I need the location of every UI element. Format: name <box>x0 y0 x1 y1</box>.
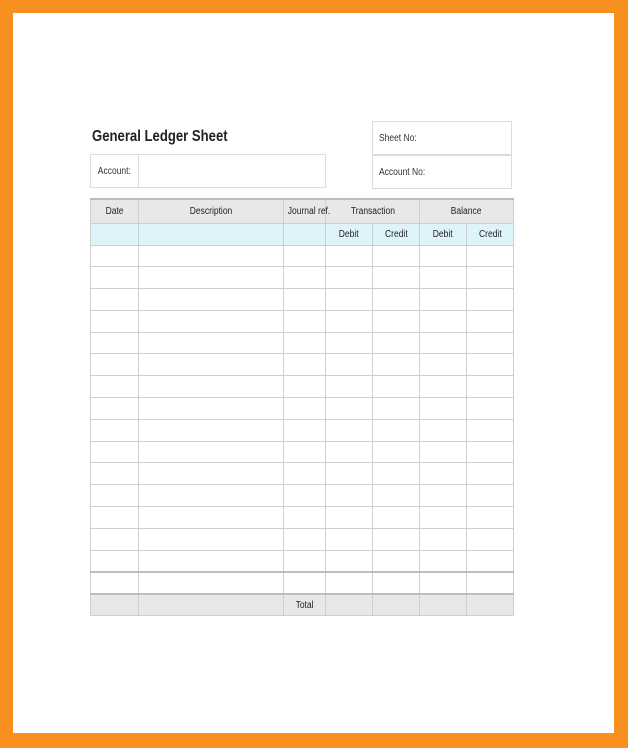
description-cell[interactable] <box>139 245 284 267</box>
total-date-cell <box>91 594 139 616</box>
journal-ref-cell[interactable] <box>284 289 326 311</box>
transaction-credit-cell[interactable] <box>373 376 420 398</box>
total-transaction-debit[interactable] <box>326 594 373 616</box>
transaction-credit-cell[interactable] <box>373 550 420 572</box>
col-date: Date <box>91 199 139 223</box>
description-cell[interactable] <box>139 332 284 354</box>
transaction-debit-cell[interactable] <box>326 289 373 311</box>
table-row <box>91 398 514 420</box>
balance-debit-cell[interactable] <box>420 332 467 354</box>
description-cell[interactable] <box>139 419 284 441</box>
journal-ref-cell[interactable] <box>284 463 326 485</box>
balance-debit-cell[interactable] <box>420 376 467 398</box>
table-row <box>91 550 514 572</box>
description-cell[interactable] <box>139 441 284 463</box>
journal-ref-cell[interactable] <box>284 419 326 441</box>
subcol-balance-credit: Credit <box>467 223 514 245</box>
balance-debit-cell[interactable] <box>420 485 467 507</box>
transaction-credit-cell[interactable] <box>373 332 420 354</box>
description-cell[interactable] <box>139 398 284 420</box>
balance-debit-cell[interactable] <box>420 245 467 267</box>
date-cell[interactable] <box>91 267 139 289</box>
transaction-credit-cell[interactable] <box>373 419 420 441</box>
balance-debit-cell[interactable] <box>420 528 467 550</box>
transaction-credit-cell[interactable] <box>373 507 420 529</box>
subheader-row <box>91 223 514 245</box>
balance-credit-cell[interactable] <box>467 419 514 441</box>
col-journal-ref: Journal ref. <box>284 199 326 223</box>
transaction-credit-cell[interactable] <box>373 310 420 332</box>
description-cell[interactable] <box>139 550 284 572</box>
description-cell[interactable] <box>139 289 284 311</box>
journal-ref-cell[interactable] <box>284 376 326 398</box>
transaction-debit-cell[interactable] <box>326 572 373 594</box>
date-cell[interactable] <box>91 572 139 594</box>
account-no-label: Account No: <box>378 166 426 178</box>
transaction-credit-cell[interactable] <box>373 398 420 420</box>
date-cell[interactable] <box>91 463 139 485</box>
subcol-description-blank <box>139 223 284 245</box>
balance-credit-cell[interactable] <box>467 245 514 267</box>
subcol-date-blank <box>91 223 139 245</box>
date-cell[interactable] <box>91 485 139 507</box>
balance-credit-cell[interactable] <box>467 376 514 398</box>
description-cell[interactable] <box>139 485 284 507</box>
description-cell[interactable] <box>139 463 284 485</box>
total-description-cell <box>139 594 284 616</box>
total-label: Total <box>284 594 326 616</box>
table-row <box>91 463 514 485</box>
col-balance: Balance <box>420 199 514 223</box>
date-cell[interactable] <box>91 550 139 572</box>
description-cell[interactable] <box>139 267 284 289</box>
table-row <box>91 507 514 529</box>
journal-ref-cell[interactable] <box>284 507 326 529</box>
description-cell[interactable] <box>139 354 284 376</box>
transaction-credit-cell[interactable] <box>373 485 420 507</box>
date-cell[interactable] <box>91 245 139 267</box>
transaction-debit-cell[interactable] <box>326 419 373 441</box>
balance-credit-cell[interactable] <box>467 398 514 420</box>
sheet-no-label: Sheet No: <box>378 132 417 144</box>
transaction-debit-cell[interactable] <box>326 310 373 332</box>
subcol-balance-debit: Debit <box>420 223 467 245</box>
balance-credit-cell[interactable] <box>467 267 514 289</box>
transaction-credit-cell[interactable] <box>373 354 420 376</box>
table-row <box>91 419 514 441</box>
balance-debit-cell[interactable] <box>420 289 467 311</box>
transaction-debit-cell[interactable] <box>326 245 373 267</box>
header-row <box>91 199 514 223</box>
transaction-credit-cell[interactable] <box>373 528 420 550</box>
date-cell[interactable] <box>91 419 139 441</box>
balance-credit-cell[interactable] <box>467 572 514 594</box>
journal-ref-cell[interactable] <box>284 354 326 376</box>
transaction-debit-cell[interactable] <box>326 398 373 420</box>
balance-credit-cell[interactable] <box>467 528 514 550</box>
account-field[interactable] <box>90 154 326 188</box>
total-balance-debit[interactable] <box>420 594 467 616</box>
balance-credit-cell[interactable] <box>467 332 514 354</box>
col-transaction: Transaction <box>326 199 420 223</box>
balance-credit-cell[interactable] <box>467 354 514 376</box>
balance-debit-cell[interactable] <box>420 419 467 441</box>
description-cell[interactable] <box>139 310 284 332</box>
col-description: Description <box>139 199 284 223</box>
table-row <box>91 376 514 398</box>
journal-ref-cell[interactable] <box>284 528 326 550</box>
transaction-credit-cell[interactable] <box>373 572 420 594</box>
date-cell[interactable] <box>91 507 139 529</box>
balance-debit-cell[interactable] <box>420 267 467 289</box>
total-row <box>91 594 514 616</box>
journal-ref-cell[interactable] <box>284 310 326 332</box>
transaction-debit-cell[interactable] <box>326 267 373 289</box>
transaction-debit-cell[interactable] <box>326 485 373 507</box>
transaction-credit-cell[interactable] <box>373 289 420 311</box>
table-row <box>91 441 514 463</box>
date-cell[interactable] <box>91 376 139 398</box>
description-cell[interactable] <box>139 376 284 398</box>
transaction-debit-cell[interactable] <box>326 441 373 463</box>
table-row <box>91 354 514 376</box>
transaction-debit-cell[interactable] <box>326 354 373 376</box>
table-row <box>91 485 514 507</box>
journal-ref-cell[interactable] <box>284 245 326 267</box>
journal-ref-cell[interactable] <box>284 550 326 572</box>
table-row <box>91 332 514 354</box>
transaction-debit-cell[interactable] <box>326 528 373 550</box>
subcol-transaction-debit: Debit <box>326 223 373 245</box>
description-cell[interactable] <box>139 528 284 550</box>
journal-ref-cell[interactable] <box>284 441 326 463</box>
date-cell[interactable] <box>91 310 139 332</box>
date-cell[interactable] <box>91 398 139 420</box>
balance-credit-cell[interactable] <box>467 441 514 463</box>
journal-ref-cell[interactable] <box>284 485 326 507</box>
transaction-credit-cell[interactable] <box>373 267 420 289</box>
total-balance-credit[interactable] <box>467 594 514 616</box>
date-cell[interactable] <box>91 528 139 550</box>
table-row <box>91 289 514 311</box>
journal-ref-cell[interactable] <box>284 332 326 354</box>
table-row <box>91 310 514 332</box>
ledger-table <box>90 198 514 616</box>
account-no-field[interactable] <box>372 155 512 189</box>
date-cell[interactable] <box>91 354 139 376</box>
balance-credit-cell[interactable] <box>467 550 514 572</box>
transaction-credit-cell[interactable] <box>373 245 420 267</box>
transaction-debit-cell[interactable] <box>326 376 373 398</box>
balance-debit-cell[interactable] <box>420 310 467 332</box>
balance-credit-cell[interactable] <box>467 485 514 507</box>
balance-debit-cell[interactable] <box>420 572 467 594</box>
date-cell[interactable] <box>91 332 139 354</box>
balance-credit-cell[interactable] <box>467 463 514 485</box>
subcol-transaction-credit: Credit <box>373 223 420 245</box>
transaction-credit-cell[interactable] <box>373 463 420 485</box>
total-transaction-credit[interactable] <box>373 594 420 616</box>
journal-ref-cell[interactable] <box>284 398 326 420</box>
date-cell[interactable] <box>91 289 139 311</box>
transaction-credit-cell[interactable] <box>373 441 420 463</box>
journal-ref-cell[interactable] <box>284 267 326 289</box>
balance-debit-cell[interactable] <box>420 463 467 485</box>
balance-debit-cell[interactable] <box>420 354 467 376</box>
table-row <box>91 267 514 289</box>
balance-debit-cell[interactable] <box>420 398 467 420</box>
balance-debit-cell[interactable] <box>420 550 467 572</box>
account-divider <box>138 155 139 187</box>
transaction-debit-cell[interactable] <box>326 463 373 485</box>
transaction-debit-cell[interactable] <box>326 507 373 529</box>
balance-credit-cell[interactable] <box>467 507 514 529</box>
balance-credit-cell[interactable] <box>467 289 514 311</box>
page-title: General Ledger Sheet <box>92 128 228 145</box>
sheet-no-field[interactable] <box>372 121 512 155</box>
balance-debit-cell[interactable] <box>420 507 467 529</box>
balance-debit-cell[interactable] <box>420 441 467 463</box>
subcol-journal-blank <box>284 223 326 245</box>
table-row <box>91 572 514 594</box>
journal-ref-cell[interactable] <box>284 572 326 594</box>
table-row <box>91 245 514 267</box>
date-cell[interactable] <box>91 441 139 463</box>
transaction-debit-cell[interactable] <box>326 332 373 354</box>
account-label: Account: <box>97 165 131 177</box>
transaction-debit-cell[interactable] <box>326 550 373 572</box>
table-row <box>91 528 514 550</box>
description-cell[interactable] <box>139 507 284 529</box>
balance-credit-cell[interactable] <box>467 310 514 332</box>
description-cell[interactable] <box>139 572 284 594</box>
